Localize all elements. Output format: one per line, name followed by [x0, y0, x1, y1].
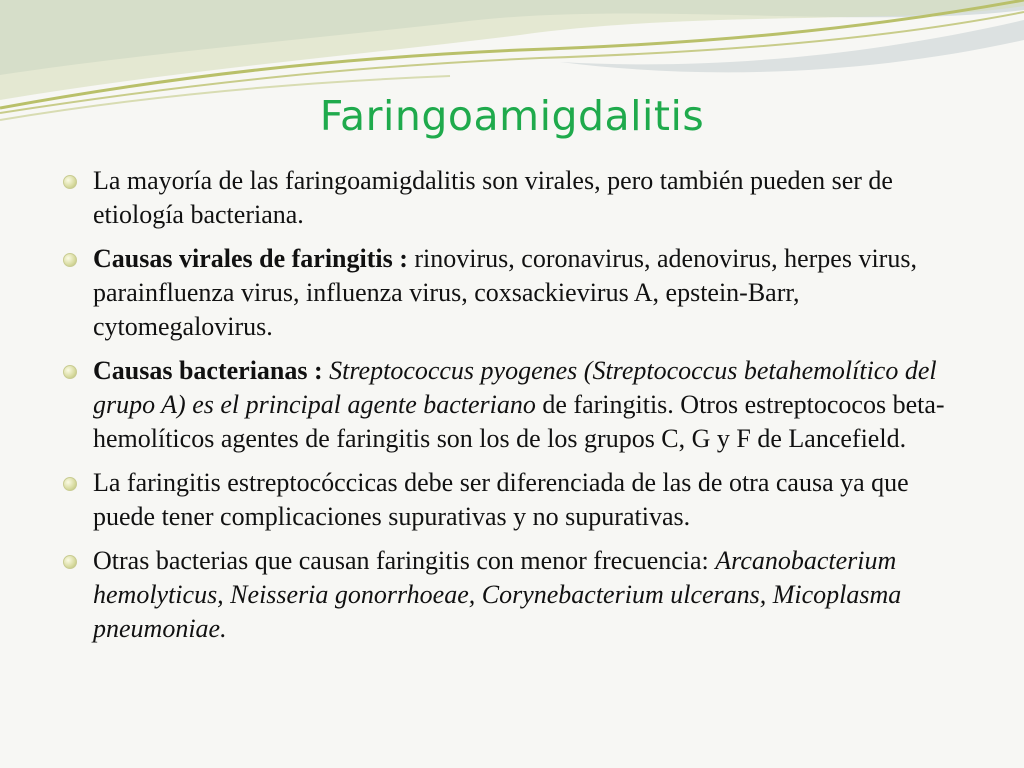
slide-title: Faringoamigdalitis	[319, 92, 705, 140]
bullet-dot-icon	[63, 253, 77, 267]
bullet-list	[63, 164, 963, 656]
bullet-item	[63, 242, 963, 344]
bullet-italic-text: Streptococcus pyogenes (Streptococcus betahemolítico del grupo A) es el principal agente bacteriano	[93, 356, 937, 419]
bullet-dot-icon	[63, 555, 77, 569]
bullet-dot-icon	[63, 175, 77, 189]
bullet-dot-icon	[63, 477, 77, 491]
bullet-text: La mayoría de las faringoamigdalitis son virales, pero también pueden ser de etiología bacteriana.	[93, 166, 893, 229]
bullet-text: rinovirus, coronavirus, adenovirus, herpes virus, parainfluenza virus, influenza virus, coxsackievirus A, epstein-Barr, cytomegalovirus.	[93, 244, 917, 341]
bullet-item	[63, 544, 963, 646]
bullet-item	[63, 466, 963, 534]
bullet-item	[63, 164, 963, 232]
bullet-item	[63, 354, 963, 456]
bullet-lead: Causas virales de faringitis :	[93, 244, 415, 273]
bullet-italic-text: Arcanobacterium hemolyticus, Neisseria gonorrhoeae, Corynebacterium ulcerans, Micoplasma pneumoniae.	[93, 546, 902, 643]
bullet-text: de faringitis. Otros estreptococos beta-hemolíticos agentes de faringitis son los de los grupos C, G y F de Lancefield.	[93, 390, 945, 453]
bullet-text: La faringitis estreptocóccicas debe ser diferenciada de las de otra causa ya que puede tener complicaciones supurativas y no supurativas.	[93, 468, 909, 531]
bullet-lead: Causas bacterianas :	[93, 356, 330, 385]
bullet-text: Otras bacterias que causan faringitis con menor frecuencia:	[93, 546, 716, 575]
bullet-dot-icon	[63, 365, 77, 379]
